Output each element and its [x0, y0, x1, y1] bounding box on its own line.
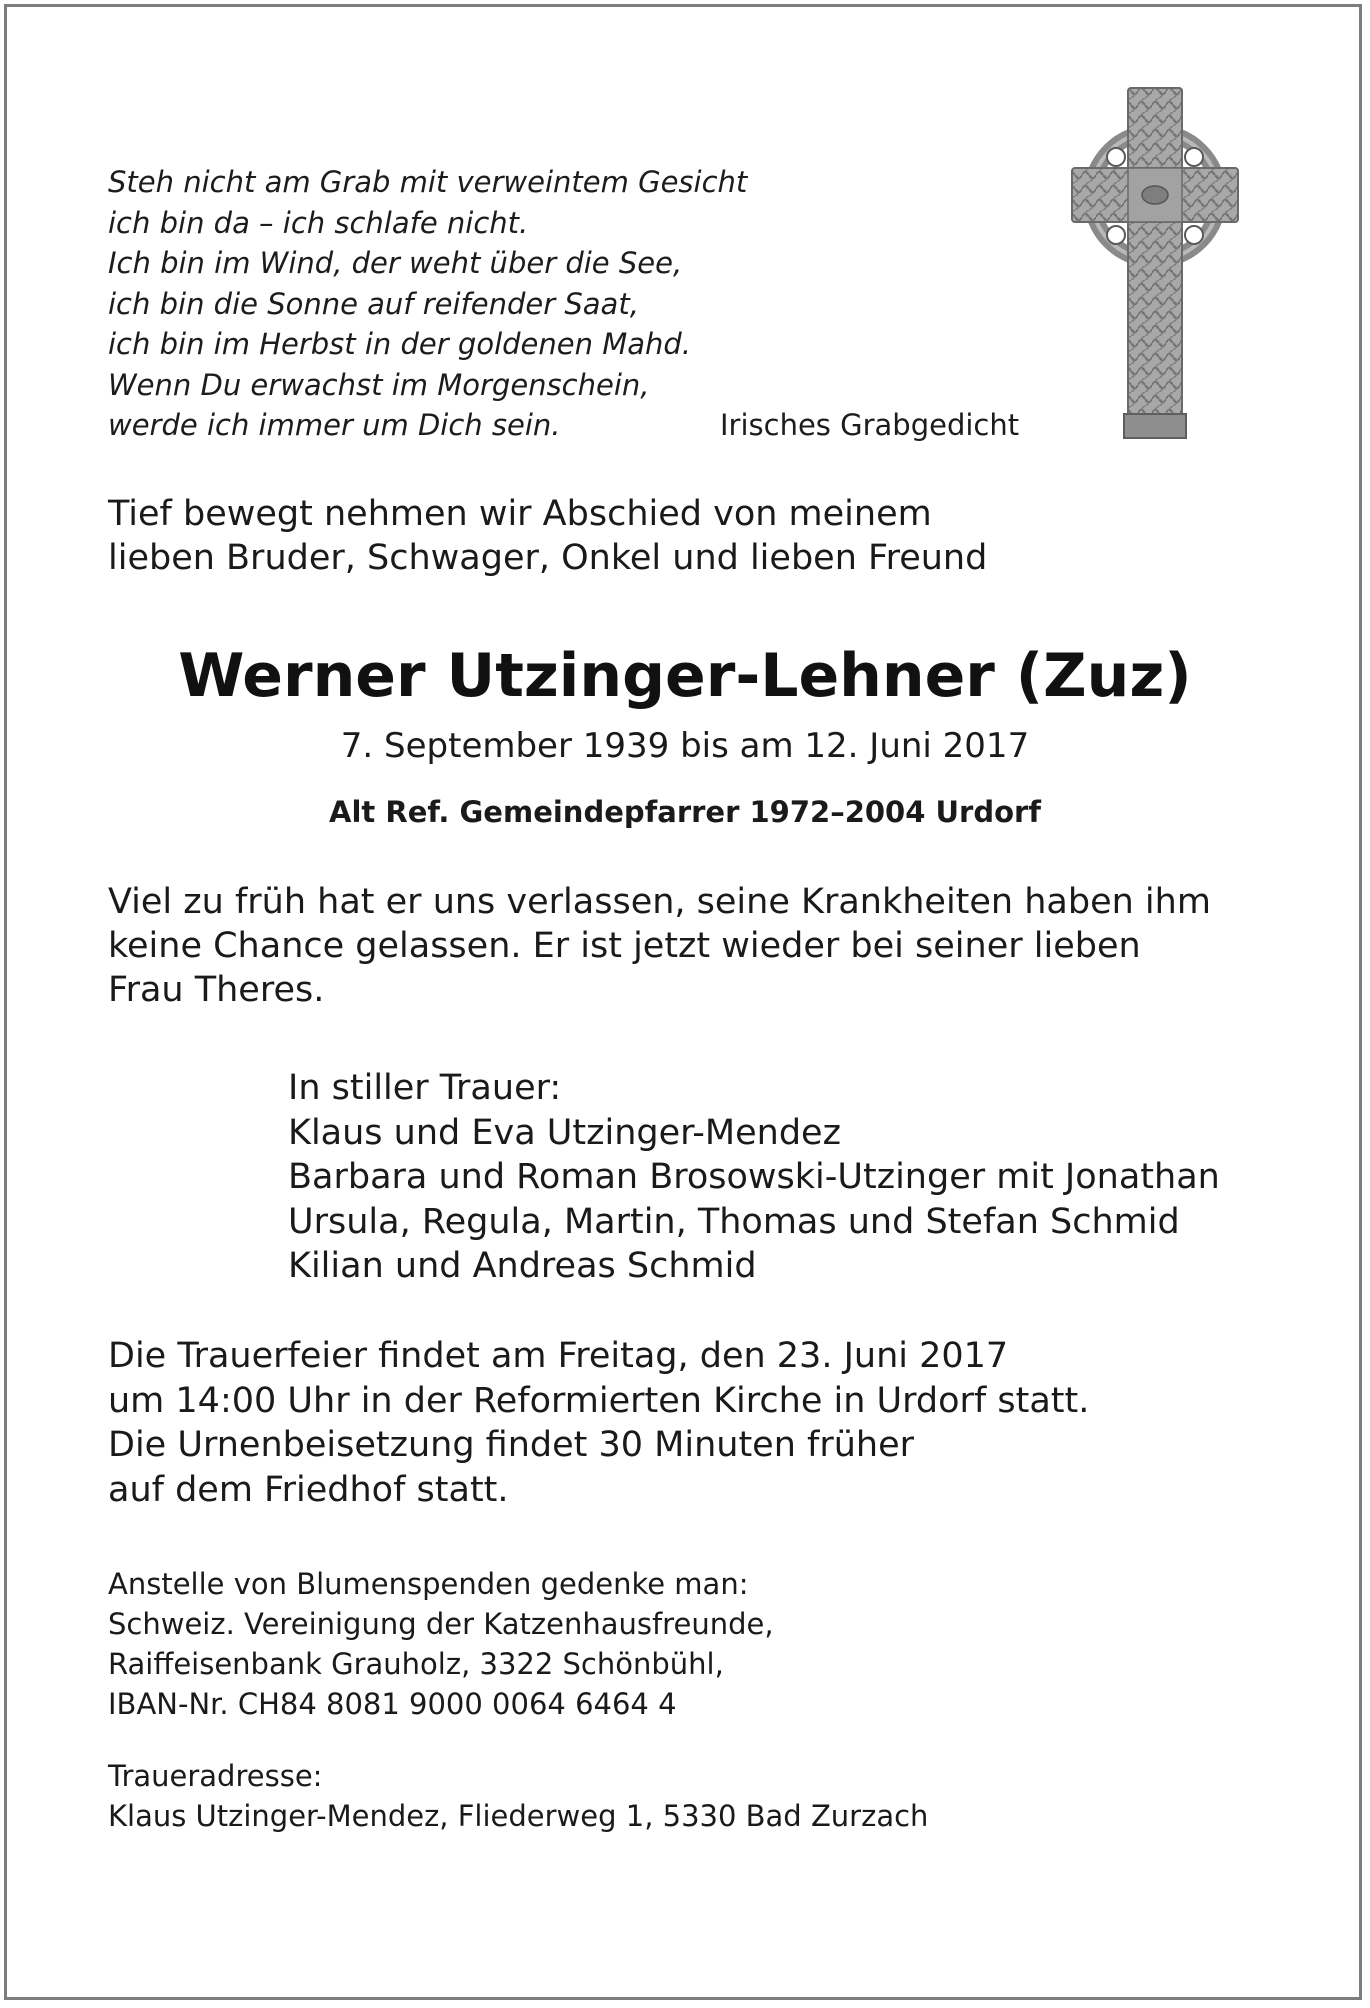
- service-info: [108, 1334, 1089, 1512]
- donation-info: [108, 1564, 774, 1724]
- address-line: Klaus Utzinger-Mendez, Fliederweg 1, 5330 Bad Zurzach: [108, 1799, 929, 1833]
- celtic-cross-icon: [1068, 84, 1242, 442]
- service-line: um 14:00 Uhr in der Reformierten Kirche in Urdorf statt.: [108, 1380, 1090, 1421]
- mourner-entry: Kilian und Andreas Schmid: [288, 1246, 757, 1286]
- poem-line: Ich bin im Wind, der weht über die See,: [108, 246, 683, 280]
- poem-source: Irisches Grabgedicht: [720, 408, 1020, 442]
- deceased-name: Werner Utzinger-Lehner (Zuz): [178, 641, 1192, 711]
- deceased-role: Alt Ref. Gemeindepfarrer 1972–2004 Urdorf: [329, 795, 1041, 829]
- mourners-list: [288, 1066, 1220, 1289]
- mourner-entry: Klaus und Eva Utzinger-Mendez: [288, 1112, 841, 1153]
- mourner-entry: Barbara und Roman Brosowski-Utzinger mit Jonathan: [288, 1157, 1220, 1197]
- poem-line: ich bin im Herbst in der goldenen Mahd.: [108, 327, 691, 361]
- poem-line: Steh nicht am Grab mit verweintem Gesicht: [108, 165, 748, 199]
- donation-line: Anstelle von Blumenspenden gedenke man:: [108, 1567, 749, 1601]
- poem-line: ich bin da – ich schlafe nicht.: [108, 205, 529, 240]
- poem-line: ich bin die Sonne auf reifender Saat,: [108, 286, 639, 321]
- intro-text: [108, 492, 987, 580]
- donation-line: Raiffeisenbank Grauholz, 3322 Schönbühl,: [108, 1647, 724, 1681]
- service-line: Die Urnenbeisetzung findet 30 Minuten früher: [108, 1425, 915, 1465]
- poem-line: Wenn Du erwachst im Morgenschein,: [108, 367, 650, 402]
- service-line: auf dem Friedhof statt.: [108, 1469, 509, 1510]
- address-heading: Traueradresse:: [108, 1759, 323, 1793]
- message-text: [108, 880, 1211, 1012]
- mourner-entry: Ursula, Regula, Martin, Thomas und Stefan Schmid: [288, 1201, 1180, 1242]
- intro-line: Tief bewegt nehmen wir Abschied von meinem: [108, 494, 932, 534]
- message-line: Frau Theres.: [108, 970, 325, 1010]
- message-line: Viel zu früh hat er uns verlassen, seine Krankheiten haben ihm: [108, 882, 1211, 922]
- message-line: keine Chance gelassen. Er ist jetzt wieder bei seiner lieben: [108, 926, 1141, 966]
- life-dates: 7. September 1939 bis am 12. Juni 2017: [340, 726, 1030, 766]
- intro-line: lieben Bruder, Schwager, Onkel und lieben Freund: [108, 538, 988, 578]
- mourning-address: [108, 1756, 928, 1836]
- poem: [108, 162, 1068, 446]
- mourners-heading: In stiller Trauer:: [288, 1068, 562, 1108]
- poem-line: werde ich immer um Dich sein.: [108, 408, 561, 442]
- donation-line: Schweiz. Vereinigung der Katzenhausfreunde,: [108, 1607, 774, 1641]
- iban-line: IBAN-Nr. CH84 8081 9000 0064 6464 4: [108, 1687, 677, 1721]
- service-line: Die Trauerfeier findet am Freitag, den 23. Juni 2017: [108, 1336, 1009, 1376]
